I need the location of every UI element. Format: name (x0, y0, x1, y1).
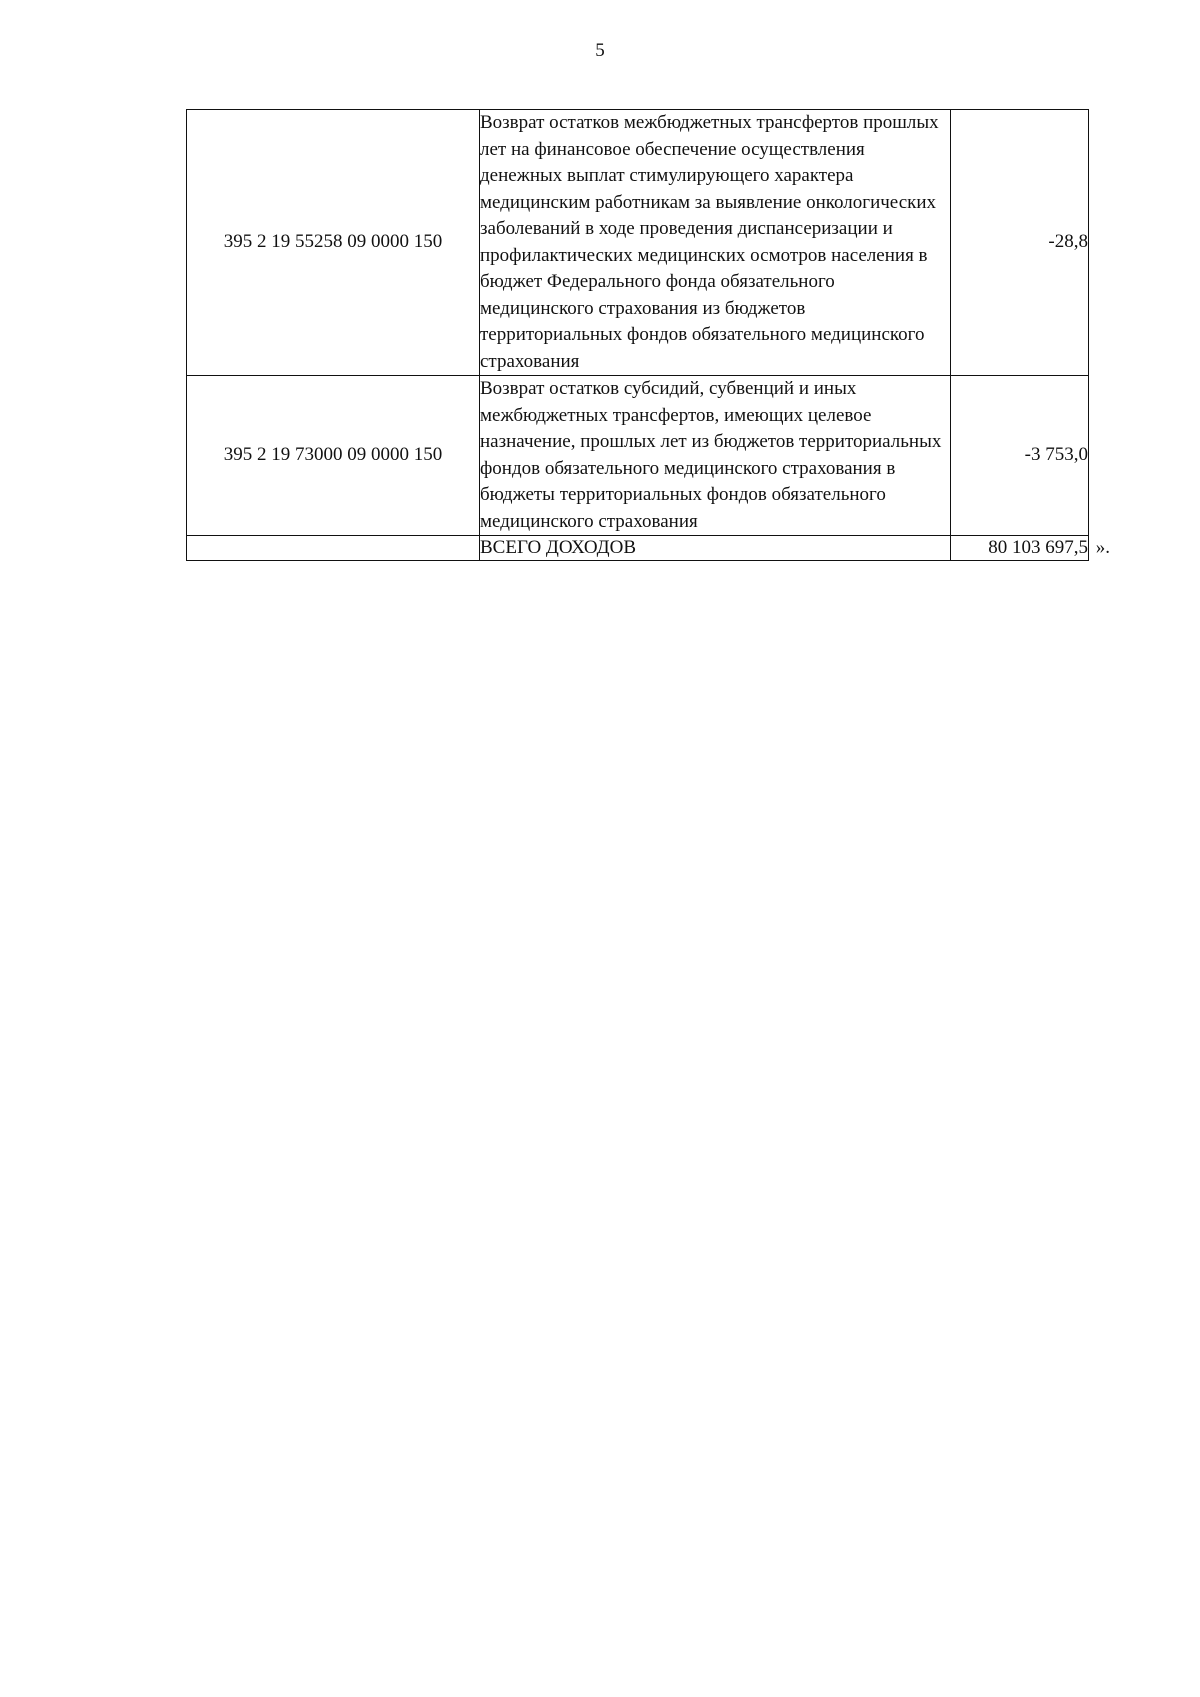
total-amount-cell (951, 536, 1110, 561)
description-cell: Возврат остатков межбюджетных трансфертов прошлых лет на финансовое обеспечение осуществления денежных выплат стимулирующего характера медицинским работникам за выявление онкологических заболеваний в ходе проведения диспансеризации и профилактических медицинских осмотров населения в бюджет Федерального фонда обязательного медицинского страхования из бюджетов территориальных фондов обязательного медицинского страхования (480, 110, 951, 376)
total-amount: 80 103 697,5 (988, 537, 1088, 558)
amount-cell: -3 753,0 (951, 376, 1089, 536)
amount-cell: -28,8 (951, 110, 1089, 376)
total-label: ВСЕГО ДОХОДОВ (480, 536, 951, 561)
revenue-table-container (186, 109, 1110, 561)
description-cell: Возврат остатков субсидий, субвенций и иных межбюджетных трансфертов, имеющих целевое назначение, прошлых лет из бюджетов территориальных фондов обязательного медицинского страхования в бюджеты территориальных фондов обязательного медицинского страхования (480, 376, 951, 536)
closing-quote-mark: ». (1095, 537, 1110, 558)
table-row (187, 110, 1089, 376)
table-row (187, 376, 1089, 536)
total-code-cell (187, 536, 480, 561)
budget-code-cell: 395 2 19 55258 09 0000 150 (187, 110, 480, 376)
page-number: 5 (595, 40, 605, 61)
revenue-table (186, 109, 1110, 561)
total-row (187, 536, 1089, 561)
budget-code-cell: 395 2 19 73000 09 0000 150 (187, 376, 480, 536)
